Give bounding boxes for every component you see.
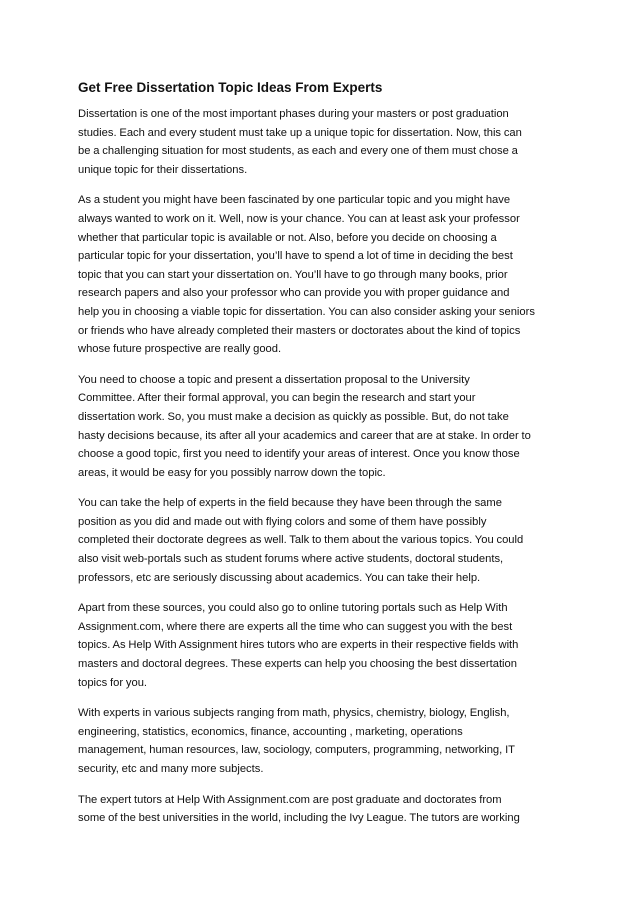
text-line: whether that particular topic is available or not. Also, before you decide on choosing a [78, 231, 497, 244]
text-line: dissertation work. So, you must make a decision as quickly as possible. But, do not take [78, 410, 509, 423]
text-line: You need to choose a topic and present a dissertation proposal to the University [78, 373, 470, 386]
text-line: masters and doctoral degrees. These experts can help you choosing the best dissertation [78, 658, 517, 671]
paragraph-4 [78, 494, 562, 587]
paragraph-5 [78, 599, 562, 692]
document-page [78, 0, 562, 828]
text-line: help you in choosing a viable topic for dissertation. You can also consider asking your seniors [78, 305, 535, 318]
text-line: topics for you. [78, 676, 148, 689]
paragraph-7 [78, 791, 562, 828]
text-line: be a challenging situation for most students, as each and every one of them must chose a [78, 145, 518, 158]
text-line: professors, etc are seriously discussing about academics. You can take their help. [78, 571, 481, 584]
text-line: research papers and also your professor who can provide you with proper guidance and [78, 287, 510, 300]
text-line: also visit web-portals such as student forums where active students, doctoral students, [78, 553, 504, 566]
text-line: some of the best universities in the world, including the Ivy League. The tutors are working [78, 812, 520, 825]
text-line: Dissertation is one of the most important phases during your masters or post graduation [78, 108, 509, 120]
text-line: unique topic for their dissertations. [78, 163, 248, 176]
paragraph-2 [78, 191, 562, 358]
text-line: completed their doctorate degrees as well. Talk to them about the various topics. You could [78, 534, 524, 547]
text-line: The expert tutors at Help With Assignment.com are post graduate and doctorates from [78, 793, 502, 806]
text-line: Committee. After their formal approval, you can begin the research and start your [78, 392, 476, 405]
text-line: engineering, statistics, economics, finance, accounting , marketing, operations [78, 725, 463, 738]
text-line: You can take the help of experts in the field because they have been through the same [78, 497, 502, 510]
text-line: Apart from these sources, you could also go to online tutoring portals such as Help With [78, 602, 508, 615]
document-title: Get Free Dissertation Topic Ideas From Experts [78, 80, 383, 95]
text-line: areas, it would be easy for you possibly narrow down the topic. [78, 466, 386, 479]
text-line: studies. Each and every student must take up a unique topic for dissertation. Now, this can [78, 126, 522, 139]
text-line: particular topic for your dissertation, you’ll have to spend a lot of time in deciding the best [78, 250, 513, 263]
text-line: choose a good topic, first you need to identify your areas of interest. Once you know those [78, 448, 520, 461]
text-line: Assignment.com, where there are experts all the time who can suggest you with the best [78, 620, 513, 633]
text-line: topics. As Help With Assignment hires tutors who are experts in their respective fields with [78, 639, 519, 652]
paragraph-3 [78, 371, 562, 483]
text-line: position as you did and made out with flying colors and some of them have possibly [78, 515, 487, 528]
text-line: topic that you can start your dissertation on. You’ll have to go through many books, prior [78, 268, 508, 281]
text-line: security, etc and many more subjects. [78, 763, 264, 775]
paragraph-1 [78, 105, 562, 179]
text-line: With experts in various subjects ranging from math, physics, chemistry, biology, English, [78, 707, 510, 720]
paragraph-6 [78, 704, 562, 778]
text-line: hasty decisions because, its after all your academics and career that are at stake. In order to [78, 429, 531, 442]
text-line: whose future prospective are really good. [78, 343, 282, 356]
text-line: always wanted to work on it. Well, now is your chance. You can at least ask your professor [78, 212, 520, 225]
text-line: management, human resources, law, sociology, computers, programming, networking, IT [78, 744, 516, 757]
text-line: As a student you might have been fascinated by one particular topic and you might have [78, 194, 511, 207]
text-line: or friends who have already completed their masters or doctorates about the kind of topics [78, 324, 521, 337]
